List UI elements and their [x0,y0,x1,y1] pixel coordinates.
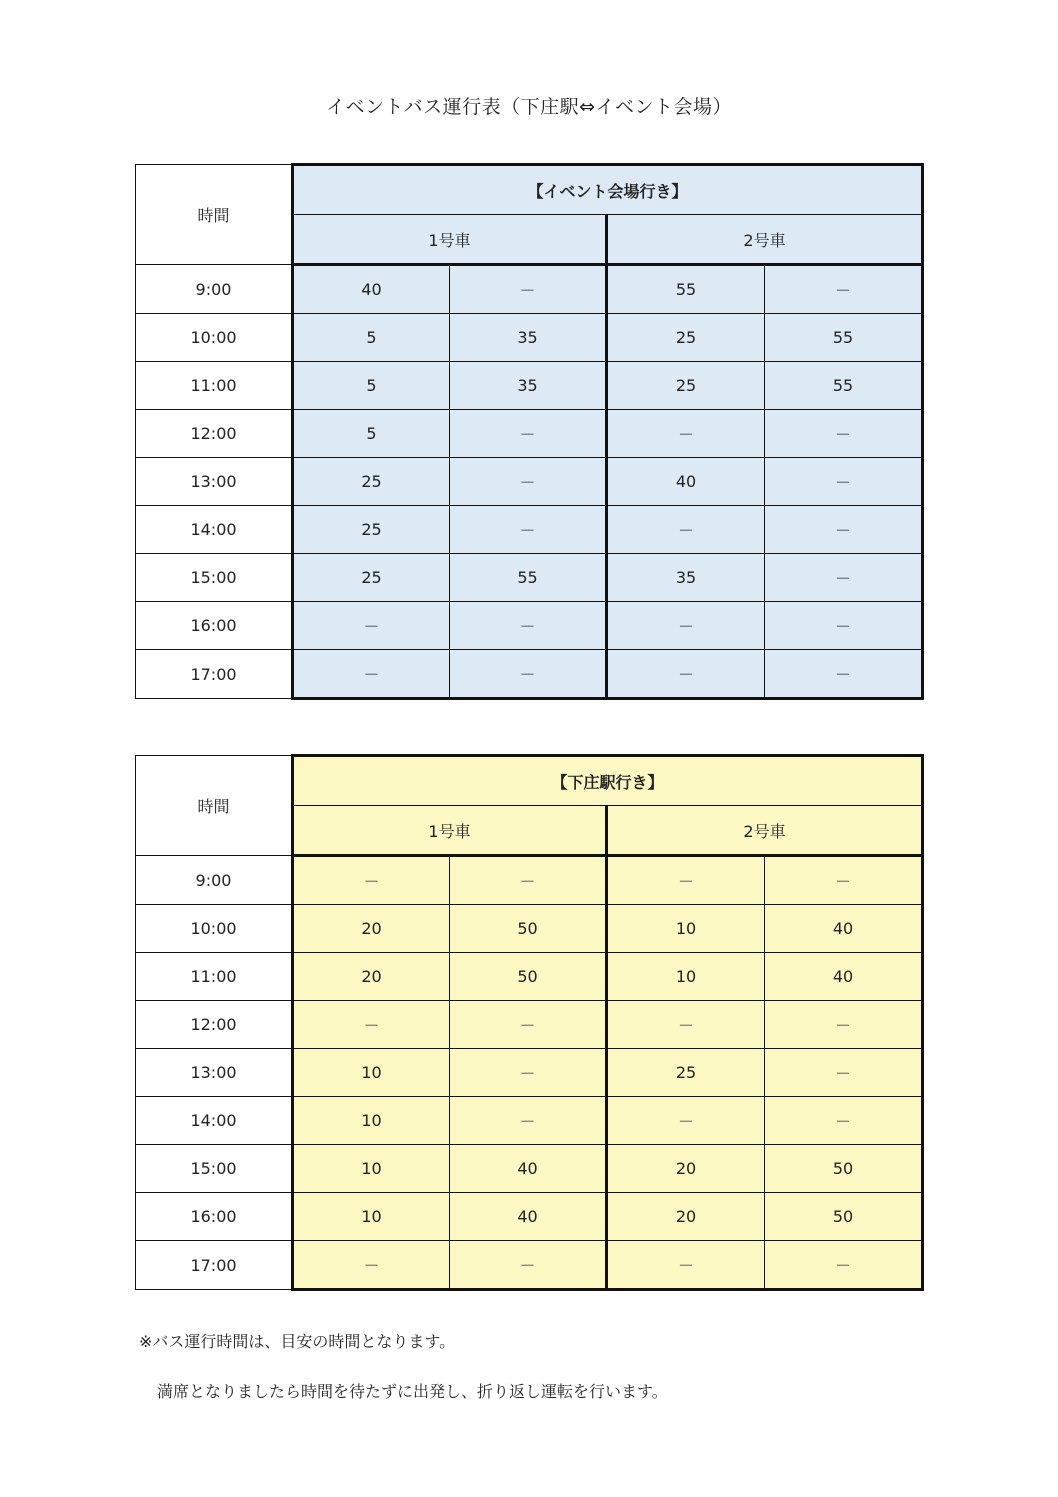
venue-bound-timetable [135,163,924,700]
departure-minute-cell: － [450,1097,607,1145]
time-cell: 15:00 [136,554,293,602]
departure-minute-cell: － [293,1001,450,1049]
time-cell: 16:00 [136,1193,293,1241]
departure-minute-cell: 25 [607,362,765,410]
time-cell: 10:00 [136,314,293,362]
departure-minute-cell: － [450,1001,607,1049]
time-column-header: 時間 [136,165,293,265]
time-cell: 13:00 [136,458,293,506]
departure-minute-cell: － [450,650,607,699]
departure-minute-cell: 55 [607,265,765,314]
time-cell: 13:00 [136,1049,293,1097]
departure-minute-cell: － [765,1049,923,1097]
departure-minute-cell: － [293,1241,450,1290]
departure-minute-cell: 55 [450,554,607,602]
departure-minute-cell: － [293,650,450,699]
table-row [136,905,923,953]
departure-minute-cell: 50 [765,1193,923,1241]
table-row [136,1241,923,1290]
departure-minute-cell: 10 [293,1193,450,1241]
table-row [136,554,923,602]
departure-minute-cell: － [450,265,607,314]
table-row [136,506,923,554]
header-row [136,756,923,806]
departure-minute-cell: － [607,1097,765,1145]
departure-minute-cell: 35 [450,362,607,410]
departure-minute-cell: 35 [607,554,765,602]
time-cell: 17:00 [136,650,293,699]
departure-minute-cell: － [607,410,765,458]
header-row [136,165,923,215]
time-cell: 9:00 [136,265,293,314]
departure-minute-cell: － [765,602,923,650]
departure-minute-cell: 25 [293,506,450,554]
table-row [136,602,923,650]
time-cell: 12:00 [136,410,293,458]
departure-minute-cell: － [765,856,923,905]
departure-minute-cell: － [765,506,923,554]
departure-minute-cell: 20 [607,1145,765,1193]
table-row [136,265,923,314]
table-row [136,856,923,905]
time-cell: 9:00 [136,856,293,905]
table-row [136,1097,923,1145]
time-cell: 12:00 [136,1001,293,1049]
departure-minute-cell: － [765,458,923,506]
departure-minute-cell: 40 [765,953,923,1001]
page-title: イベントバス運行表（下庄駅⇔イベント会場） [325,96,733,118]
departure-minute-cell: － [607,1241,765,1290]
table-row [136,953,923,1001]
departure-minute-cell: 35 [450,314,607,362]
departure-minute-cell: － [607,1001,765,1049]
departure-minute-cell: 25 [607,1049,765,1097]
time-column-header: 時間 [136,756,293,856]
table-row [136,410,923,458]
departure-minute-cell: 40 [450,1145,607,1193]
departure-minute-cell: － [765,1241,923,1290]
departure-minute-cell: 25 [607,314,765,362]
departure-minute-cell: － [607,856,765,905]
departure-minute-cell: － [450,856,607,905]
table-row [136,1049,923,1097]
departure-minute-cell: 40 [765,905,923,953]
departure-minute-cell: － [450,1241,607,1290]
departure-minute-cell: 50 [450,953,607,1001]
departure-minute-cell: 5 [293,362,450,410]
bus-2-header: 2号車 [607,806,923,856]
destination-header: 【イベント会場行き】 [293,165,923,215]
departure-minute-cell: 40 [607,458,765,506]
departure-minute-cell: 20 [293,953,450,1001]
departure-minute-cell: － [765,1097,923,1145]
time-cell: 14:00 [136,506,293,554]
departure-minute-cell: 5 [293,314,450,362]
table-row [136,1001,923,1049]
departure-minute-cell: － [450,602,607,650]
departure-minute-cell: － [765,650,923,699]
departure-minute-cell: 5 [293,410,450,458]
departure-minute-cell: 25 [293,458,450,506]
departure-minute-cell: 50 [765,1145,923,1193]
departure-minute-cell: － [765,265,923,314]
departure-minute-cell: 20 [607,1193,765,1241]
departure-minute-cell: 40 [293,265,450,314]
table-row [136,1193,923,1241]
departure-minute-cell: － [765,1001,923,1049]
departure-minute-cell: 10 [293,1097,450,1145]
departure-minute-cell: － [607,650,765,699]
departure-minute-cell: 55 [765,314,923,362]
departure-minute-cell: 10 [293,1049,450,1097]
station-bound-timetable [135,754,924,1291]
time-cell: 17:00 [136,1241,293,1290]
table-row [136,458,923,506]
departure-minute-cell: － [607,506,765,554]
time-cell: 14:00 [136,1097,293,1145]
departure-minute-cell: － [765,554,923,602]
departure-minute-cell: － [293,602,450,650]
bus-2-header: 2号車 [607,215,923,265]
time-cell: 15:00 [136,1145,293,1193]
departure-minute-cell: － [450,458,607,506]
note-line-2: 満席となりましたら時間を待たずに出発し、折り返し運転を行います。 [157,1382,668,1401]
departure-minute-cell: － [607,602,765,650]
table-row [136,314,923,362]
departure-minute-cell: － [450,506,607,554]
bus-1-header: 1号車 [293,806,607,856]
departure-minute-cell: 20 [293,905,450,953]
time-cell: 11:00 [136,953,293,1001]
departure-minute-cell: － [765,410,923,458]
table-row [136,362,923,410]
departure-minute-cell: 10 [607,905,765,953]
table-row [136,650,923,699]
departure-minute-cell: 50 [450,905,607,953]
departure-minute-cell: 10 [293,1145,450,1193]
departure-minute-cell: － [450,1049,607,1097]
departure-minute-cell: 10 [607,953,765,1001]
note-line-1: ※バス運行時間は、目安の時間となります。 [139,1332,456,1351]
time-cell: 16:00 [136,602,293,650]
departure-minute-cell: 40 [450,1193,607,1241]
departure-minute-cell: 25 [293,554,450,602]
time-cell: 11:00 [136,362,293,410]
bus-1-header: 1号車 [293,215,607,265]
time-cell: 10:00 [136,905,293,953]
departure-minute-cell: － [293,856,450,905]
departure-minute-cell: 55 [765,362,923,410]
destination-header: 【下庄駅行き】 [293,756,923,806]
table-row [136,1145,923,1193]
departure-minute-cell: － [450,410,607,458]
